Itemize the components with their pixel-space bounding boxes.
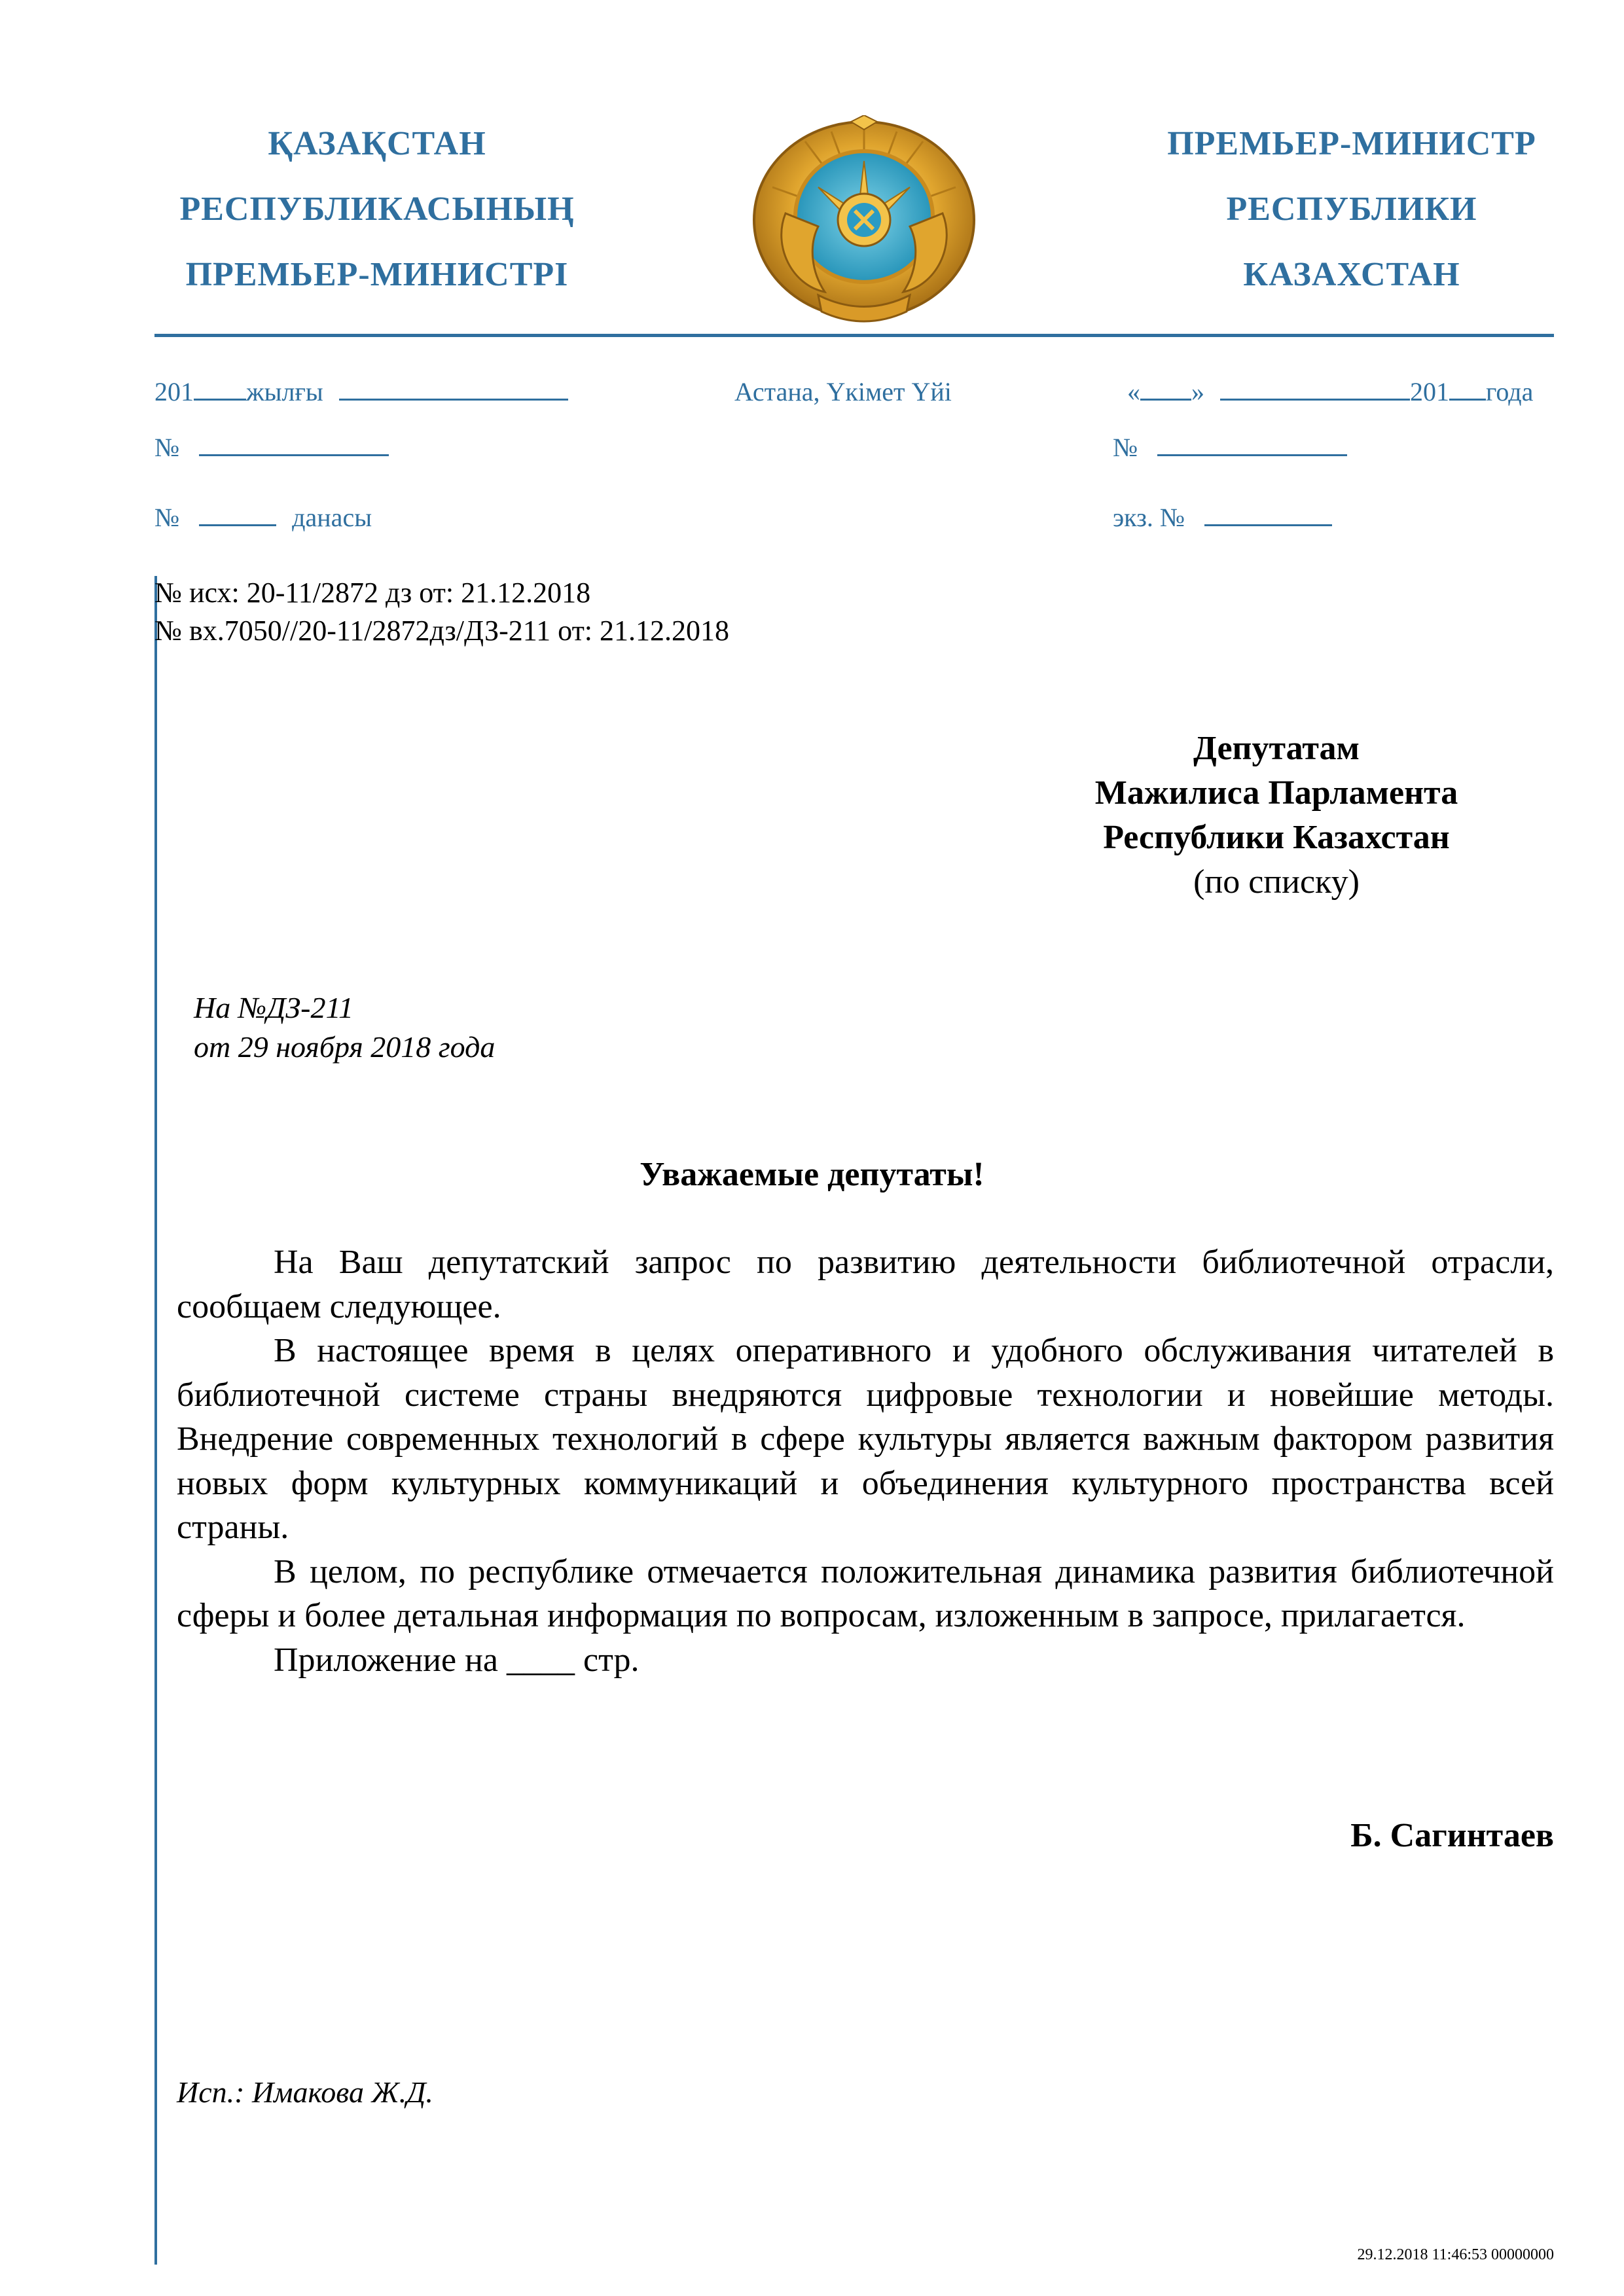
date-field-kz: [154, 376, 568, 407]
blank-line: [1220, 376, 1410, 401]
header-left-line-3: ПРЕМЬЕР-МИНИСТРІ: [185, 256, 569, 293]
outgoing-registration: № исх: 20-11/2872 дз от: 21.12.2018: [154, 577, 591, 609]
number-label-ru: №: [1113, 433, 1138, 462]
body-paragraph-3: В целом, по республике отмечается положительная динамика развития библиотечной сферы и более детальная информация по вопросам, изложенным в запросе, прилагается.: [177, 1552, 1554, 1634]
header-left-title: [154, 111, 600, 308]
attachment-prefix: Приложение на: [274, 1641, 499, 1679]
date-year-suffix-kz: жылғы: [246, 377, 323, 406]
signature: Б. Сагинтаев: [1350, 1817, 1554, 1854]
letter-body: [177, 1240, 1554, 1682]
copy-label-kz: №: [154, 503, 180, 532]
open-quote: «: [1127, 377, 1140, 406]
blank-line: [1449, 376, 1486, 401]
header-left-line-1: ҚАЗАҚСТАН: [268, 125, 486, 162]
date-year-suffix-ru: года: [1486, 377, 1534, 406]
header-right-title: [1100, 111, 1604, 308]
date-field-ru: [1127, 376, 1533, 407]
copy-suffix-kz: данасы: [292, 503, 372, 532]
attachment-suffix: стр.: [583, 1641, 640, 1679]
incoming-registration: № вх.7050//20-11/2872дз/ДЗ-211 от: 21.12.2018: [154, 615, 730, 647]
body-paragraph-2: В настоящее время в целях оперативного и удобного обслуживания читателей в библиотечной системе страны внедряются цифровые технологии и новейшие методы. Внедрение современных технологий в сфере культуры является важным фактором развития новых форм культурных коммуникаций и объединения культурного пространства всей страны.: [177, 1332, 1554, 1546]
copy-label-ru: экз. №: [1113, 503, 1185, 532]
blank-line: [1157, 432, 1347, 456]
reference-number: На №ДЗ-211: [194, 991, 354, 1024]
copy-field-kz: [154, 502, 372, 533]
kazakhstan-state-emblem-icon: [746, 115, 982, 331]
place-field: Астана, Үкімет Үйі: [734, 377, 952, 406]
greeting: Уважаемые депутаты!: [640, 1156, 984, 1193]
header-divider: [154, 334, 1554, 337]
number-field-kz: [154, 432, 389, 463]
header-right-line-3: КАЗАХСТАН: [1243, 256, 1460, 293]
date-year-kz: 201: [154, 377, 194, 406]
header-left-line-2: РЕСПУБЛИКАСЫНЫҢ: [179, 190, 575, 228]
blank-line: [1204, 502, 1332, 526]
attachment-line: [177, 1638, 1554, 1683]
addressee-line-1: Депутатам: [1193, 730, 1360, 767]
header-right-line-1: ПРЕМЬЕР-МИНИСТР: [1167, 125, 1536, 162]
blank-line: [339, 376, 568, 401]
header-right-line-2: РЕСПУБЛИКИ: [1226, 190, 1477, 228]
blank-line: [199, 432, 389, 456]
blank-line: [199, 502, 276, 526]
addressee-line-3: Республики Казахстан: [1103, 819, 1450, 856]
timestamp-stamp: 29.12.2018 11:46:53 00000000: [1357, 2246, 1554, 2263]
reference-date: от 29 ноября 2018 года: [194, 1030, 496, 1064]
blank-line: [194, 376, 246, 401]
close-quote: »: [1191, 377, 1204, 406]
executor: Исп.: Имакова Ж.Д.: [177, 2075, 433, 2109]
date-year-ru: 201: [1410, 377, 1449, 406]
addressee-line-2: Мажилиса Парламента: [1094, 774, 1458, 812]
attachment-blank: ____: [507, 1641, 575, 1679]
left-margin-line: [154, 576, 157, 2265]
addressee-line-4: (по списку): [1193, 863, 1360, 901]
body-paragraph-1: На Ваш депутатский запрос по развитию деятельности библиотечной отрасли, сообщаем следующее.: [177, 1244, 1554, 1325]
blank-line: [1140, 376, 1191, 401]
number-field-ru: [1113, 432, 1347, 463]
number-label-kz: №: [154, 433, 180, 462]
copy-field-ru: [1113, 502, 1332, 533]
reference-block: [194, 988, 495, 1067]
addressee-block: [1021, 726, 1532, 905]
